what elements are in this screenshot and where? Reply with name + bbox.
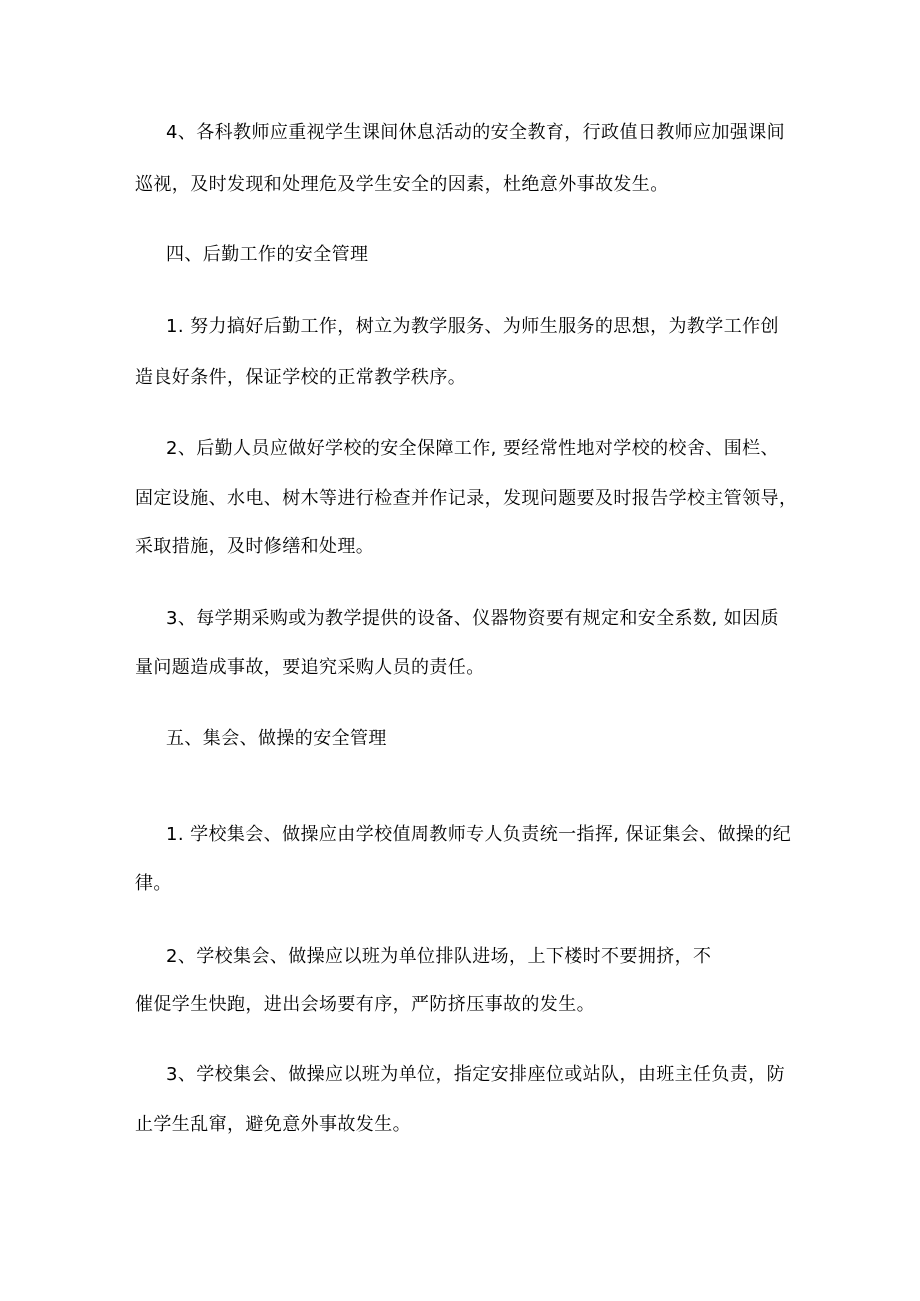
assembly-item-1-line-2: 律。 — [135, 873, 172, 894]
logistics-item-2-line-2: 固定设施、水电、树木等进行检查并作记录，发现问题要及时报告学校主管领导， — [135, 488, 798, 509]
logistics-item-2-line-1: 2、后勤人员应做好学校的安全保障工作, 要经常性地对学校的校舍、围栏、 — [166, 438, 779, 459]
logistics-item-3-line-2: 量问题造成事故，要追究采购人员的责任。 — [135, 657, 485, 678]
logistics-item-3-line-1: 3、每学期采购或为教学提供的设备、仪器物资要有规定和安全系数, 如因质 — [166, 608, 779, 629]
logistics-item-1-line-2: 造良好条件，保证学校的正常教学秩序。 — [135, 367, 467, 388]
assembly-item-3-line-2: 止学生乱窜，避免意外事故发生。 — [135, 1114, 411, 1135]
assembly-item-1-line-1: 1. 学校集会、做操应由学校值周教师专人负责统一指挥, 保证集会、做操的纪 — [166, 824, 792, 845]
assembly-item-2-line-2: 催促学生快跑，进出会场要有序，严防挤压事故的发生。 — [135, 994, 595, 1015]
paragraph-4-line-1: 4、各科教师应重视学生课间休息活动的安全教育，行政值日教师应加强课间 — [166, 122, 786, 143]
logistics-item-2-line-3: 采取措施，及时修缮和处理。 — [135, 536, 375, 557]
section-heading-logistics: 四、后勤工作的安全管理 — [166, 244, 369, 265]
assembly-item-2-line-1: 2、学校集会、做操应以班为单位排队进场，上下楼时不要拥挤，不 — [166, 946, 712, 967]
assembly-item-3-line-1: 3、学校集会、做操应以班为单位，指定安排座位或站队，由班主任负责，防 — [166, 1064, 786, 1085]
paragraph-4-line-2: 巡视，及时发现和处理危及学生安全的因素，杜绝意外事故发生。 — [135, 174, 669, 195]
section-heading-assembly: 五、集会、做操的安全管理 — [166, 728, 387, 749]
logistics-item-1-line-1: 1. 努力搞好后勤工作，树立为教学服务、为师生服务的思想，为教学工作创 — [166, 316, 779, 337]
